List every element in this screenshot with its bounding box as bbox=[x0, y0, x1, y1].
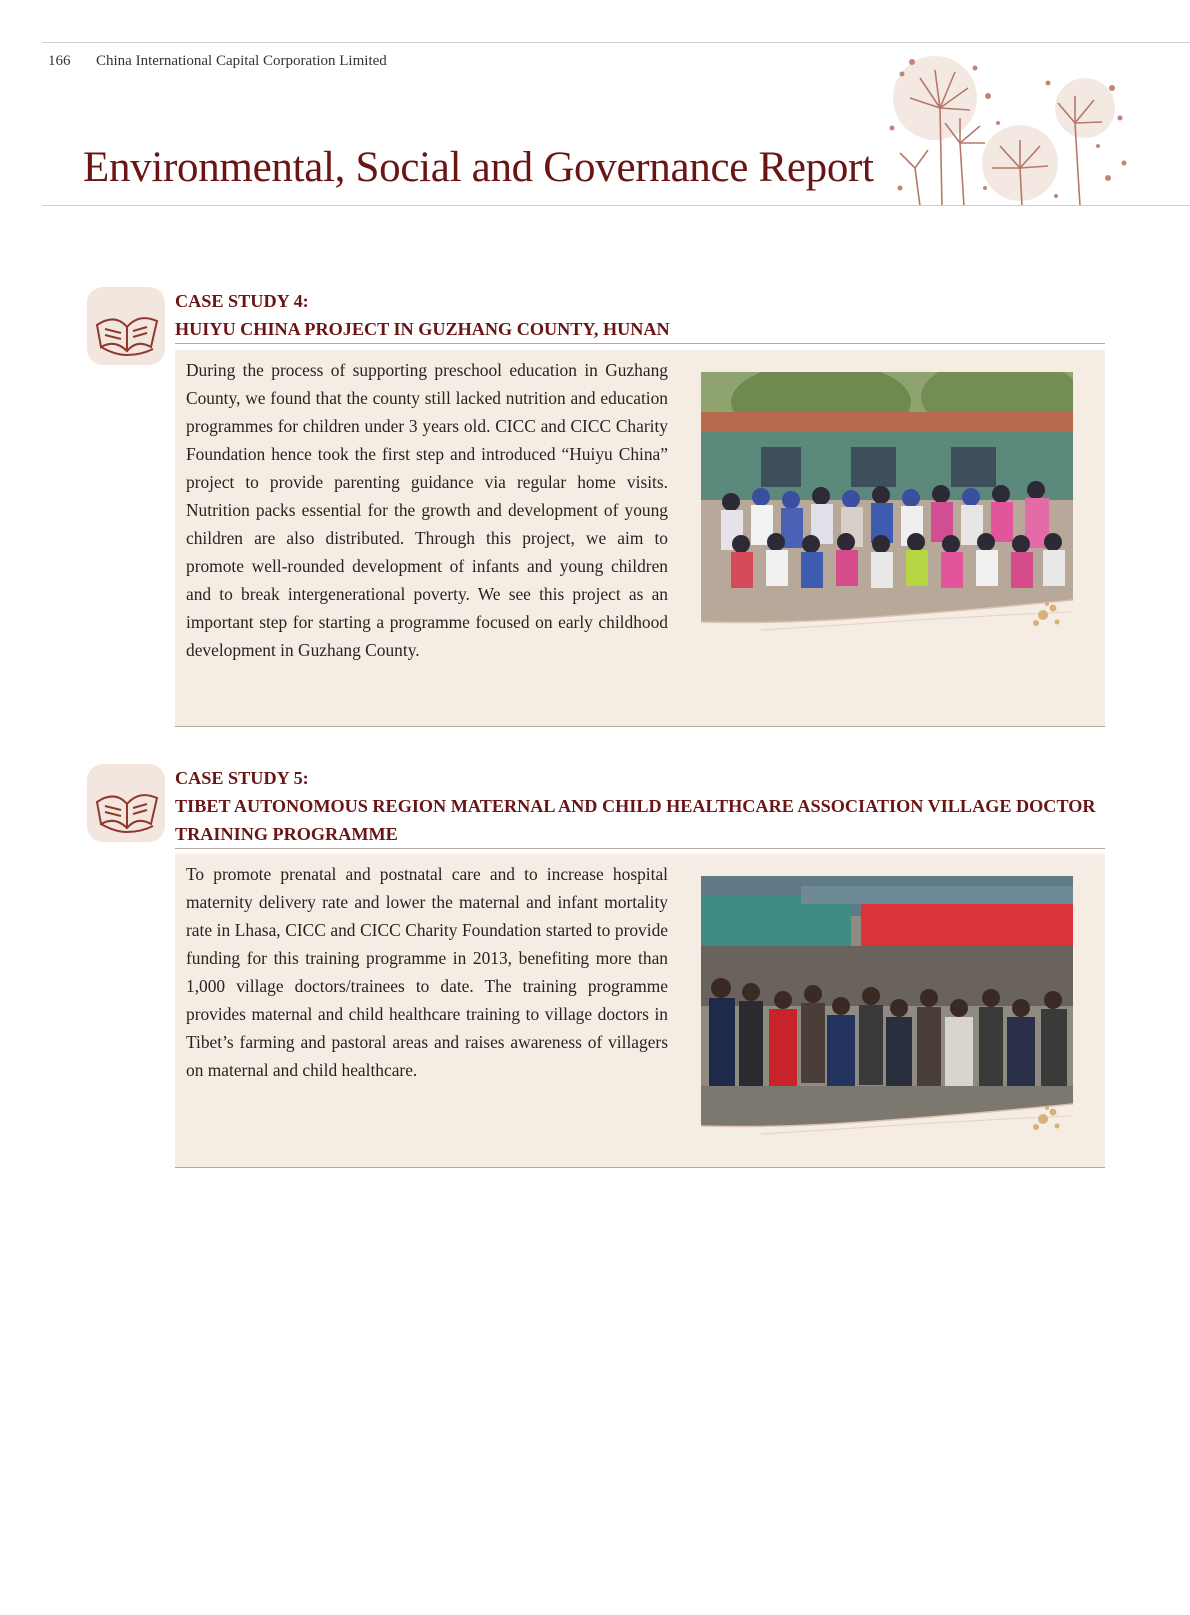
case-study-4-title: HUIYU CHINA PROJECT IN GUZHANG COUNTY, HUNAN bbox=[175, 319, 670, 339]
report-title: Environmental, Social and Governance Report bbox=[83, 144, 874, 191]
case-study-5-body: To promote prenatal and postnatal care and to increase hospital maternity delivery rate and lower the maternal and infant mortality rate in Lhasa, CICC and CICC Charity Foundation started to provide funding for this training programme in 2013, benefiting more than 1,000 village doctors/trainees to date. The training programme provides maternal and child healthcare training to village doctors in Tibet’s farming and pastoral areas and raises awareness of villagers on maternal and child healthcare. bbox=[186, 864, 668, 1080]
case-study-5-heading-rule bbox=[175, 848, 1105, 849]
case-study-4-body: During the process of supporting preschool education in Guzhang County, we found that the county still lacked nutrition and education programmes for children under 3 years old. CICC and CICC Charity Foundation hence took the first step and introduced “Huiyu China” project to provide parenting guidance via regular home visits. Nutrition packs essential for the growth and development of young children are also distributed. Through this project, we aim to promote well-rounded development of infants and young children and to break intergenerational poverty. We see this project as an important step for starting a programme focused on early childhood development in Guzhang County. bbox=[186, 360, 668, 660]
case-study-5-heading bbox=[175, 764, 1105, 848]
header-bottom-rule bbox=[42, 205, 1190, 206]
case-study-4-heading bbox=[175, 287, 1105, 343]
open-book-icon bbox=[85, 285, 167, 367]
open-book-icon bbox=[85, 762, 167, 844]
case-study-5-title: TIBET AUTONOMOUS REGION MATERNAL AND CHILD HEALTHCARE ASSOCIATION VILLAGE DOCTOR TRAINING PROGRAMME bbox=[175, 796, 1096, 844]
case-study-4-photo bbox=[701, 372, 1073, 634]
header-top-rule bbox=[42, 42, 1190, 43]
case-study-4 bbox=[85, 285, 1105, 730]
company-name: China International Capital Corporation Limited bbox=[96, 53, 387, 69]
case-study-5 bbox=[85, 762, 1105, 1172]
case-study-5-label: CASE STUDY 5: bbox=[175, 768, 309, 788]
case-study-4-label: CASE STUDY 4: bbox=[175, 291, 309, 311]
group-photo-village-doctors bbox=[701, 876, 1073, 1138]
page-number: 166 bbox=[48, 53, 71, 69]
case-study-5-photo bbox=[701, 876, 1073, 1138]
case-study-4-heading-rule bbox=[175, 343, 1105, 344]
case-study-5-box bbox=[175, 854, 1105, 1167]
case-study-4-box-rule bbox=[175, 726, 1105, 727]
dandelion-illustration bbox=[880, 48, 1140, 206]
case-study-5-box-rule bbox=[175, 1167, 1105, 1168]
case-study-4-box bbox=[175, 350, 1105, 726]
group-photo-children bbox=[701, 372, 1073, 634]
